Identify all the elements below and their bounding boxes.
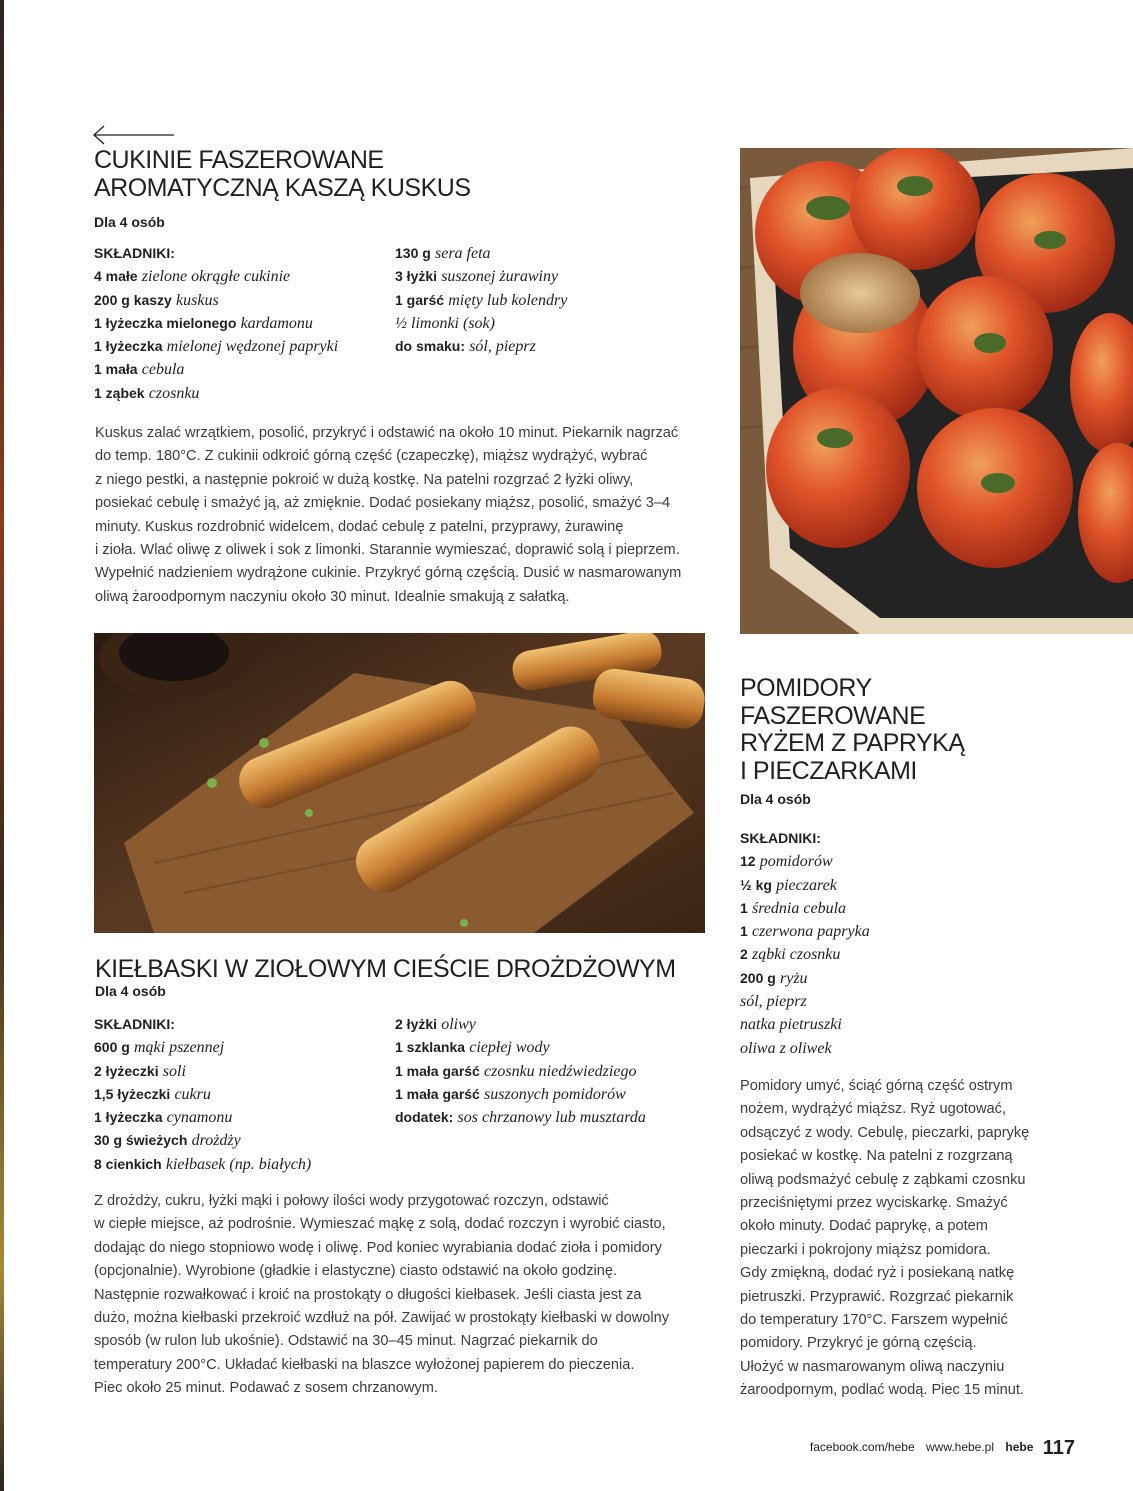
ingredient-item: 1 czerwona papryka [740,923,870,941]
method-line: pieczarki i pokrojony miąższ pomidora. [740,1241,991,1258]
page-number: 117 [1042,1437,1075,1459]
method-line: Pomidory umyć, ściąć górną część ostrym [740,1078,1013,1094]
ingredient-item: 1,5 łyżeczki cukru [94,1085,211,1103]
method-line: sposób (w rulon lub ukośnie). Odstawić na 30–45 minut. Nagrzać piekarnik do [94,1333,598,1350]
recipe-2-title [95,955,676,983]
recipe-2-serves: Dla 4 osób [95,983,166,999]
ingredient-item: oliwa z oliwek [740,1039,832,1057]
ingredient-item: 1 łyżeczka mielonej wędzonej papryki [94,338,339,356]
ingredient-item: ½ limonki (sok) [395,314,495,332]
recipe-3-ingredients [740,827,870,1060]
ingredient-item: 130 g sera feta [395,245,491,262]
ingredient-item: 1 łyżeczka cynamonu [94,1109,233,1127]
method-line: Z drożdży, cukru, łyżki mąki i połowy ilości wody przygotować rozczyn, odstawić [94,1193,609,1209]
method-line: z niego pestki, a następnie pokroić w dużą kostkę. Na patelni rozgrzać 2 łyżki oliwy, [95,471,634,488]
recipe-1-title-line: AROMATYCZNĄ KASZĄ KUSKUS [94,174,471,202]
ingredient-item: 200 g ryżu [740,969,808,987]
ingredient-item: 8 cienkich kiełbasek (np. białych) [94,1155,312,1173]
recipe-1-title [94,146,471,202]
ingredient-item: 2 łyżki oliwy [395,1016,476,1033]
method-line: temperatury 200°C. Układać kiełbaski na blaszce wyłożonej papierem do pieczenia. [94,1356,635,1373]
ingredients-header: SKŁADNIKI: [94,245,175,261]
ingredient-item: 12 pomidorów [740,853,833,871]
recipe-2-title-line: KIEŁBASKI W ZIOŁOWYM CIEŚCIE DROŻDŻOWYM [95,955,676,983]
recipe-3-title-line: POMIDORY [740,674,872,702]
recipe-1-ingredients-col1 [94,242,338,405]
method-line: oliwą podsmażyć cebulę z ząbkami czosnku [740,1171,1026,1188]
method-line: (opcjonalnie). Wyrobione (gładkie i elastyczne) ciasto odstawić na około godzinę. [94,1263,618,1280]
ingredient-item: 200 g kaszy kuskus [94,291,219,309]
ingredients-header: SKŁADNIKI: [740,830,821,846]
page-edge-strip [0,0,4,1491]
ingredient-item: sól, pieprz [740,993,807,1011]
recipe-1-method [95,422,725,609]
method-line: żaroodpornym, podlać wodą. Piec 15 minut. [740,1382,1024,1399]
stuffed-tomatoes-illustration [740,148,1133,634]
ingredient-item: 1 średnia cebula [740,899,847,917]
ingredient-item: 2 łyżeczki soli [94,1062,186,1080]
recipe-1-ingredients-col2 [395,242,567,358]
method-line: przeciśniętymi przez wyciskarkę. Smażyć [740,1195,1008,1212]
method-line: nożem, wydrążyć miąższ. Ryż ugotować, [740,1101,1007,1118]
method-line: posiekać cebulę i smażyć ją, aż zmięknie. Dodać posiekany miąższ, posolić, smażyć 3–4 [95,495,671,512]
ingredient-item: dodatek: sos chrzanowy lub musztarda [395,1109,646,1127]
ingredient-item: 3 łyżki suszonej żurawiny [395,268,559,286]
method-line: odsączyć z wody. Cebulę, pieczarki, paprykę [740,1124,1030,1141]
method-line: Kuskus zalać wrzątkiem, posolić, przykryć i odstawić na około 10 minut. Piekarnik nagrzać [95,425,679,441]
ingredient-item: 4 małe zielone okrągłe cukinie [94,268,291,286]
ingredient-item: 2 ząbki czosnku [740,946,841,964]
ingredients-header: SKŁADNIKI: [94,1016,175,1032]
method-line: do temperatury 170°C. Farszem wypełnić [740,1312,1008,1329]
recipe-3-title-line: FASZEROWANE [740,701,926,730]
ingredient-item: 1 mała garść czosnku niedźwiedziego [395,1062,637,1080]
back-arrow-icon[interactable] [92,124,176,146]
sausage-rolls-illustration [94,633,705,933]
method-line: Piec około 25 minut. Podawać z sosem chrzanowym. [94,1380,438,1397]
sausage-rolls-photo [94,633,705,933]
method-line: Gdy zmiękną, dodać ryż i posiekaną natkę [740,1265,1015,1282]
stuffed-tomatoes-photo [740,148,1133,634]
recipe-3-method [740,1075,1070,1403]
method-line: w ciepłe miejsce, aż podrośnie. Wymieszać mąkę z solą, dodać rozczyn i wyrobić ciasto, [94,1216,666,1233]
method-line: Wypełnić nadzieniem wydrążone cukinie. Przykryć górną częścią. Dusić w nasmarowanym [95,565,682,582]
ingredient-item: 1 łyżeczka mielonego kardamonu [94,314,313,332]
recipe-3-title-line: I PIECZARKAMI [740,756,917,785]
ingredient-item: do smaku: sól, pieprz [395,338,536,356]
recipe-2-ingredients-col1 [94,1013,311,1176]
method-line: Następnie rozwałkować i kroić na prostokąty o długości kiełbasek. Jeśli ciasta jest za [94,1286,642,1303]
facebook-link[interactable]: facebook.com/hebe [809,1440,915,1454]
ingredient-item: natka pietruszki [740,1016,842,1034]
recipe-2-ingredients-col2 [395,1013,646,1129]
method-line: pomidory. Przykryć je górną częścią. [740,1335,977,1352]
method-line: minuty. Kuskus rozdrobnić widelcem, dodać cebulę z patelni, przyprawy, żurawinę [95,518,624,535]
ingredient-item: 1 mała garść suszonych pomidorów [395,1085,626,1103]
method-line: dodając do niego stopniowo wodę i oliwę. Pod koniec wyrabiania dodać zioła i pomidory [94,1239,662,1256]
method-line: dużo, można kiełbaski przekroić wzdłuż na pół. Zawijać w prostokąty kiełbaski w dowolny [94,1310,670,1327]
recipe-2-method [94,1190,714,1401]
recipe-1-title-line: CUKINIE FASZEROWANE [94,146,384,174]
method-line: do temp. 180°C. Z cukinii odkroić górną część (czapeczkę), miąższ wydrążyć, wybrać [95,448,648,465]
brand-name: hebe [1005,1440,1034,1454]
method-line: i zioła. Wlać oliwę z oliwek i sok z limonki. Starannie wymieszać, doprawić solą i pieprzem. [95,542,680,559]
website-link[interactable]: www.hebe.pl [925,1440,995,1454]
method-line: posiekać w kostkę. Na patelni z rozgrzaną [740,1148,1013,1165]
ingredient-item: 600 g mąki pszennej [94,1039,225,1057]
recipe-3-title-line: RYŻEM Z PAPRYKĄ [740,729,965,757]
ingredient-item: ½ kg pieczarek [740,876,837,894]
method-line: pietruszki. Przyprawić. Rozgrzać piekarnik [740,1288,1014,1305]
recipe-3-serves: Dla 4 osób [740,791,811,807]
method-line: Ułożyć w nasmarowanym oliwą naczyniu [740,1358,1005,1375]
ingredient-item: 1 ząbek czosnku [94,384,200,402]
ingredient-item: 30 g świeżych drożdży [94,1132,241,1150]
page-footer [810,1437,1075,1460]
method-line: oliwą żaroodpornym naczyniu około 30 minut. Idealnie smakują z sałatką. [95,588,570,605]
method-line: około minuty. Dodać paprykę, a potem [740,1218,988,1235]
recipe-3-title [740,675,965,785]
ingredient-item: 1 garść mięty lub kolendry [395,291,568,309]
ingredient-item: 1 mała cebula [94,361,185,379]
recipe-1-serves: Dla 4 osób [94,214,165,230]
ingredient-item: 1 szklanka ciepłej wody [395,1039,550,1057]
